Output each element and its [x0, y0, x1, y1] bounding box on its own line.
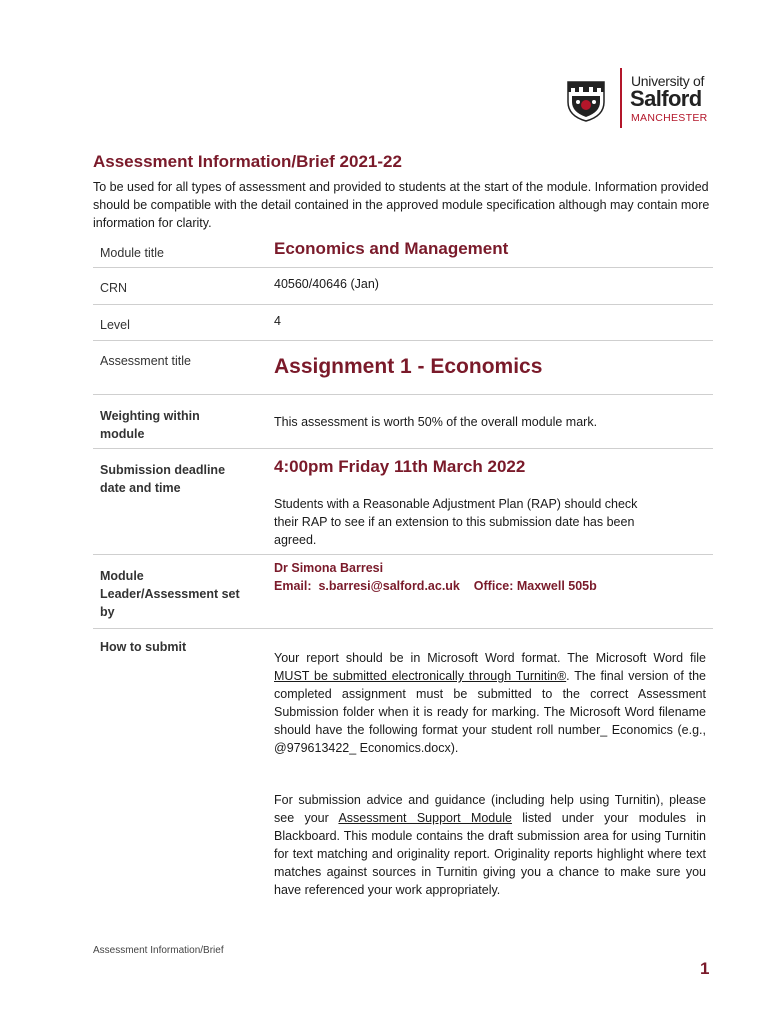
label-level: Level: [100, 318, 130, 332]
row-module-title: [93, 234, 713, 268]
label-weighting-line2: module: [100, 427, 145, 441]
value-assessment-title: Assignment 1 - Economics: [274, 355, 543, 378]
row-deadline: [93, 448, 713, 555]
row-assessment-title: [93, 340, 713, 395]
value-level: 4: [274, 314, 281, 328]
label-deadline-line1: Submission deadline: [100, 463, 226, 477]
logo-text-university: University of: [631, 73, 705, 89]
university-logo: [566, 66, 716, 132]
leader-contact: [274, 577, 597, 595]
row-module-leader: [93, 554, 713, 629]
value-weighting: This assessment is worth 50% of the overall module mark.: [274, 415, 598, 429]
leader-office: Office: Maxwell 505b: [473, 579, 597, 593]
submit-p2-text-a: For submission advice and guidance (including help using Turnitin), please see your: [274, 793, 706, 825]
document-title: Assessment Information/Brief 2021-22: [93, 152, 402, 171]
label-leader-line2: Leader/Assessment set: [100, 587, 240, 601]
value-module-title: Economics and Management: [274, 239, 509, 258]
turnitin-requirement-link[interactable]: MUST be submitted electronically through Turnitin®: [274, 669, 567, 683]
label-leader-line3: by: [100, 605, 115, 619]
label-deadline: [100, 461, 225, 497]
row-weighting: [93, 394, 713, 449]
deadline-rap-note-line2: their RAP to see if an extension to this submission date has been: [274, 515, 635, 529]
deadline-rap-note-line3: agreed.: [274, 533, 317, 547]
row-crn: [93, 267, 713, 305]
value-deadline: 4:00pm Friday 11th March 2022: [274, 457, 526, 476]
logo-divider: [620, 68, 622, 128]
label-how-to-submit: How to submit: [100, 640, 187, 654]
deadline-rap-note-line1: Students with a Reasonable Adjustment Plan (RAP) should check: [274, 497, 638, 511]
label-assessment-title: Assessment title: [100, 354, 192, 368]
submit-p1-text-a: Your report should be in Microsoft Word format. The Microsoft Word file: [274, 651, 706, 665]
row-level: [93, 304, 713, 341]
label-deadline-line2: date and time: [100, 481, 181, 495]
submit-p2-text-b: listed under your modules in Blackboard. This module contains the draft submission area for using Turnitin for text matching and originality report. Originality reports highlight where text matches against sources in Turnitin giving you a chance to make sure you have referenced your work appropriately.: [274, 811, 707, 897]
assessment-support-module-link[interactable]: Assessment Support Module: [338, 811, 512, 825]
label-weighting-line1: Weighting within: [100, 409, 200, 423]
leader-name: Dr Simona Barresi: [274, 561, 384, 575]
submit-paragraph-1: [274, 649, 706, 757]
deadline-rap-note: [274, 495, 637, 549]
page-number: 1: [700, 959, 710, 978]
label-leader-line1: Module: [100, 569, 144, 583]
submit-p1-text-b: . The final version of the completed assignment must be submitted to the correct Assessment Submission folder when it is ready for marking. The Microsoft Word filename should have the following format your student roll number_ Economics (e.g., @979613422_ Economics.docx).: [274, 669, 706, 755]
university-crest-icon: [566, 78, 606, 122]
leader-email[interactable]: Email: s.barresi@salford.ac.uk: [274, 579, 460, 593]
page-footer: Assessment Information/Brief: [93, 945, 224, 956]
logo-text-manchester: MANCHESTER: [631, 112, 708, 124]
label-module-title: Module title: [100, 246, 164, 260]
label-crn: CRN: [100, 281, 128, 295]
submit-paragraph-2: [274, 791, 706, 899]
value-crn: 40560/40646 (Jan): [274, 277, 379, 291]
logo-text-salford: Salford: [630, 86, 702, 111]
intro-paragraph: To be used for all types of assessment and provided to students at the start of the module. Information provided should be compatible with the detail contained in the approved module specification although may contain more information for clarity.: [93, 180, 710, 230]
label-module-leader: [100, 567, 240, 621]
label-weighting: [100, 407, 200, 443]
